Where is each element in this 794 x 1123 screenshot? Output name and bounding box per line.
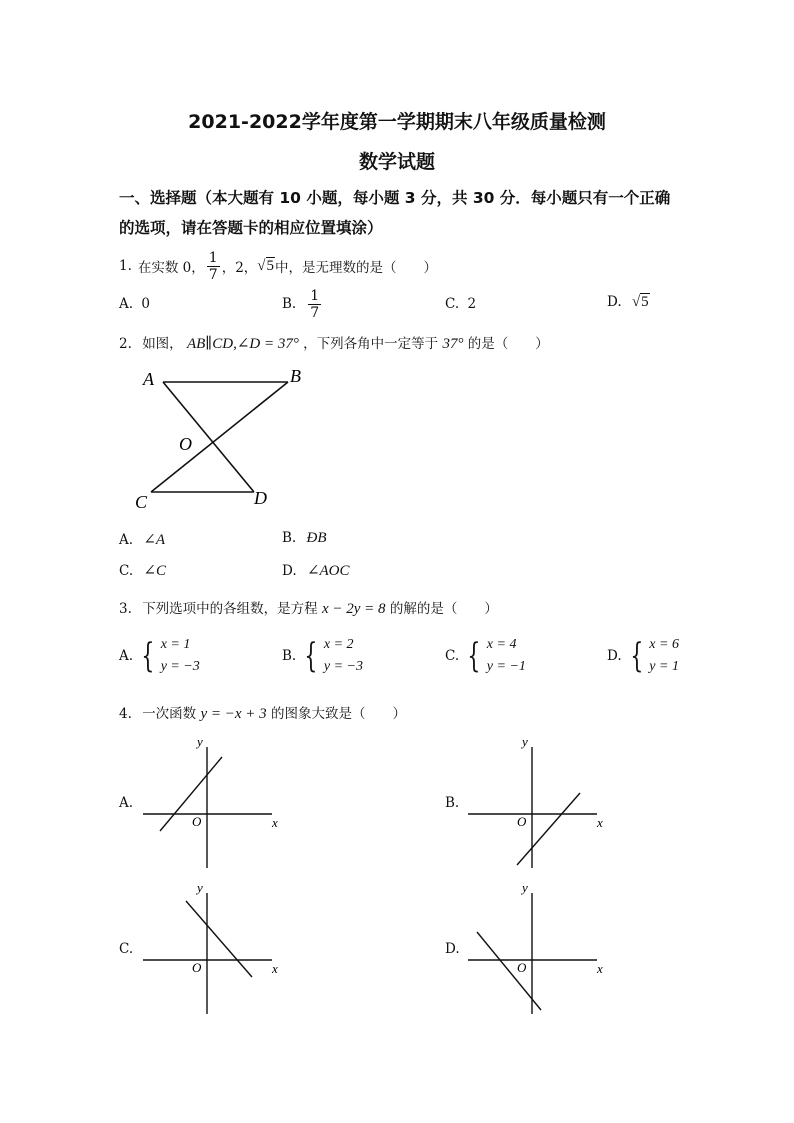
equation-row: x = 1 (160, 637, 191, 652)
q4-option-c-graph[interactable] (138, 879, 288, 1019)
option-label: B. (282, 530, 297, 546)
question-number: 4. (119, 706, 132, 722)
point-label-d: D (254, 488, 267, 508)
option-label: A. (119, 532, 134, 548)
fraction (308, 288, 321, 321)
q1-option-c[interactable] (445, 296, 476, 312)
q4-option-d-label[interactable]: D. (445, 941, 460, 957)
section-heading-line2: 的选项，请在答题卡的相应位置填涂） (119, 219, 383, 237)
question-text: 如图， (142, 336, 183, 352)
equation-row: y = −3 (323, 659, 363, 674)
x-axis-label: x (597, 961, 603, 976)
math-expression: 37° (442, 336, 464, 352)
page-subtitle: 数学试题 (358, 151, 435, 173)
option-text: ÐB (306, 530, 327, 546)
equation-row: y = 1 (649, 659, 679, 674)
option-label: C. (445, 648, 460, 664)
option-label: D. (607, 648, 622, 664)
equation-row: y = −1 (486, 659, 526, 674)
sqrt-expression: √5 (257, 257, 275, 274)
equation-system (626, 634, 679, 678)
q4-option-b-label[interactable]: B. (445, 795, 460, 811)
origin-label: O (517, 960, 527, 975)
equation-system (463, 634, 526, 678)
option-label: D. (282, 563, 297, 579)
question-text: 的图象大致是（ ） (270, 706, 406, 722)
equation-row: x = 6 (649, 637, 679, 652)
option-text: ∠AOC (306, 563, 350, 579)
q2-option-d[interactable] (282, 561, 350, 580)
q3-option-b[interactable] (282, 634, 363, 678)
fraction-numerator: 1 (310, 287, 320, 304)
option-text: 0 (141, 296, 150, 312)
brace-icon: { (629, 636, 643, 676)
question-number: 2. (119, 336, 132, 352)
sqrt-radicand: 5 (266, 257, 275, 274)
q4-option-b-graph[interactable] (463, 733, 613, 873)
sqrt-expression: √5 (631, 294, 649, 310)
y-axis-label: y (197, 734, 203, 749)
question-text: ，2， (221, 260, 258, 276)
function-line (517, 793, 580, 865)
question-text: 下列选项中的各组数，是方程 (142, 601, 318, 617)
x-axis-label: x (597, 815, 603, 830)
question-text: 在实数 0， (137, 260, 205, 276)
point-label-c: C (135, 492, 148, 512)
function-line (160, 757, 222, 831)
question-2 (119, 332, 549, 353)
point-label-a: A (143, 369, 154, 389)
option-text: 2 (467, 296, 477, 312)
option-label: D. (607, 294, 622, 310)
question-number: 3. (119, 601, 132, 617)
question-text: 中，是无理数的是（ ） (275, 260, 438, 276)
fraction-denominator: 7 (208, 266, 218, 283)
q3-option-d[interactable] (607, 634, 679, 678)
q1-option-b[interactable] (282, 286, 323, 322)
q2-option-c[interactable] (119, 561, 166, 580)
segment-ad (163, 382, 254, 492)
y-axis-label: y (522, 734, 528, 749)
fraction-denominator: 7 (310, 304, 320, 321)
origin-label: O (192, 960, 202, 975)
equation-system (137, 634, 200, 678)
option-label: C. (119, 563, 134, 579)
math-expression: AB∥CD,∠D = 37° (186, 336, 299, 352)
q2-option-b[interactable] (282, 530, 327, 547)
origin-label: O (517, 814, 527, 829)
question-4 (119, 702, 406, 723)
question-text: ，下列各角中一定等于 (303, 336, 439, 352)
option-label: A. (119, 648, 134, 664)
q4-option-c-label[interactable]: C. (119, 941, 134, 957)
fraction-numerator: 1 (208, 249, 218, 266)
option-text: ∠C (143, 563, 167, 579)
x-axis-label: x (272, 815, 278, 830)
q1-option-a[interactable] (119, 296, 150, 312)
sqrt-radicand: 5 (641, 294, 649, 310)
y-axis-label: y (522, 880, 528, 895)
page-title: 2021-2022学年度第一学期期末八年级质量检测 (188, 111, 606, 133)
q3-option-c[interactable] (445, 634, 526, 678)
brace-icon: { (467, 636, 481, 676)
question-number: 1. (119, 258, 132, 274)
q4-option-d-graph[interactable] (463, 879, 613, 1019)
question-text: 一次函数 (142, 706, 197, 722)
option-text: ∠A (143, 532, 166, 548)
point-label-b: B (290, 366, 301, 386)
x-axis-label: x (272, 961, 278, 976)
equation-row: y = −3 (160, 659, 200, 674)
math-expression: y = −x + 3 (200, 706, 267, 722)
segment-bc (151, 382, 288, 492)
option-label: B. (282, 296, 297, 312)
q4-option-a-graph[interactable] (138, 733, 288, 873)
y-axis-label: y (197, 880, 203, 895)
brace-icon: { (141, 636, 155, 676)
fraction (207, 250, 220, 283)
point-label-o: O (179, 434, 192, 454)
math-expression: x − 2y = 8 (321, 601, 386, 617)
question-3 (119, 597, 498, 618)
equation-row: x = 4 (486, 637, 517, 652)
q2-option-a[interactable] (119, 530, 165, 549)
section-heading-line1: 一、选择题（本大题有 10 小题，每小题 3 分，共 30 分．每小题只有一个正确 (119, 189, 671, 207)
parallel-lines-figure (130, 362, 310, 514)
option-label: C. (445, 296, 460, 312)
origin-label: O (192, 814, 202, 829)
question-text: 的是（ ） (467, 336, 549, 352)
q4-option-a-label[interactable]: A. (119, 795, 134, 811)
question-1 (119, 248, 437, 284)
q3-option-a[interactable] (119, 634, 200, 678)
option-label: B. (282, 648, 297, 664)
brace-icon: { (304, 636, 318, 676)
equation-row: x = 2 (323, 637, 354, 652)
question-text: 的解的是（ ） (389, 601, 498, 617)
q1-option-d[interactable] (607, 294, 650, 311)
equation-system (300, 634, 363, 678)
option-label: A. (119, 296, 134, 312)
